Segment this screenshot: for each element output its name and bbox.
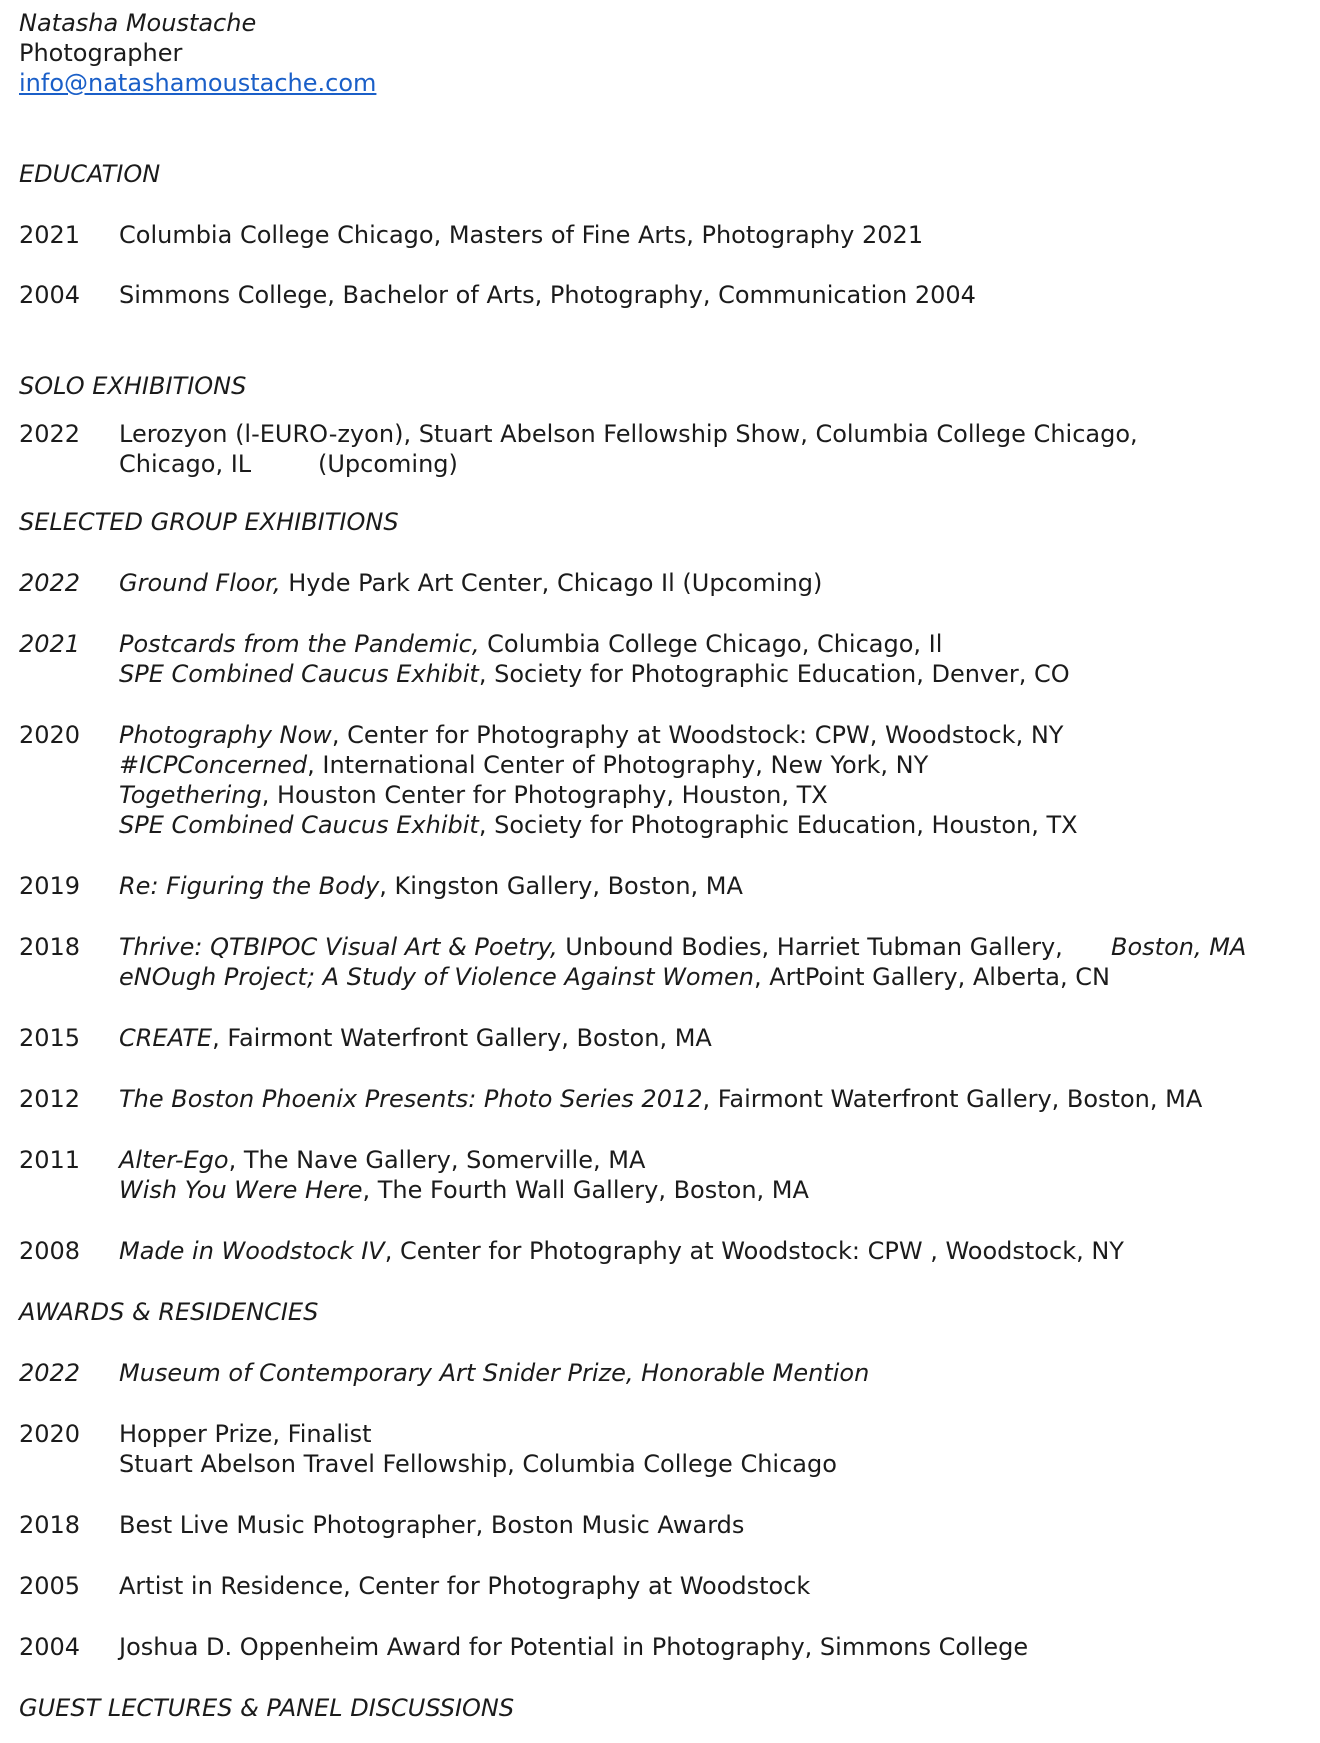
exhibition-venue: Hyde Park Art Center, Chicago Il (Upcoming)	[280, 569, 823, 597]
exhibition-venue: , Fairmont Waterfront Gallery, Boston, MA	[702, 1085, 1203, 1113]
exhibition-title: Togethering	[119, 781, 262, 809]
entry-year: 2022	[19, 420, 81, 448]
entry-year: 2008	[19, 1237, 81, 1265]
entry-year: 2019	[19, 872, 81, 900]
exhibition-title: The Boston Phoenix Presents: Photo Series 2012	[119, 1085, 703, 1113]
exhibition-venue: , The Fourth Wall Gallery, Boston, MA	[362, 1176, 809, 1204]
award-text: Joshua D. Oppenheim Award for Potential in Photography, Simmons College	[119, 1633, 1029, 1661]
solo-heading: SOLO EXHIBITIONS	[19, 372, 247, 400]
exhibition-line	[119, 1084, 1202, 1114]
award-text: Stuart Abelson Travel Fellowship, Columbia College Chicago	[119, 1450, 837, 1478]
exhibition-venue: , Kingston Gallery, Boston, MA	[379, 872, 743, 900]
exhibition-title: Photography Now	[119, 721, 332, 749]
exhibition-venue: , Center for Photography at Woodstock: CPW, Woodstock, NY	[331, 721, 1064, 749]
entry-year: 2005	[19, 1572, 81, 1600]
entry-year: 2011	[19, 1146, 81, 1174]
entry-year: 2021	[19, 630, 81, 658]
education-heading: EDUCATION	[19, 160, 161, 188]
entry-status: (Upcoming)	[318, 450, 458, 478]
entry-year: 2004	[19, 281, 81, 309]
exhibition-title: eNOugh Project; A Study of Violence Against Women	[119, 963, 754, 991]
exhibition-title: Thrive: QTBIPOC Visual Art & Poetry,	[119, 933, 558, 961]
entry-year: 2020	[19, 1420, 81, 1448]
exhibition-title: SPE Combined Caucus Exhibit	[119, 811, 479, 839]
exhibition-title: Ground Floor,	[119, 569, 281, 597]
exhibition-title: CREATE	[119, 1024, 213, 1052]
exhibition-title: Wish You Were Here	[119, 1176, 363, 1204]
exhibition-line	[119, 568, 822, 598]
exhibition-title: Alter-Ego	[119, 1146, 229, 1174]
exhibition-venue: , The Nave Gallery, Somerville, MA	[228, 1146, 646, 1174]
exhibition-line	[119, 629, 942, 659]
exhibition-line	[119, 659, 1070, 689]
entry-year: 2022	[19, 569, 81, 597]
exhibition-line	[119, 932, 1063, 962]
award-text: Artist in Residence, Center for Photography at Woodstock	[119, 1572, 811, 1600]
entry-text: Columbia College Chicago, Masters of Fine Arts, Photography 2021	[119, 221, 924, 249]
exhibition-line	[119, 1145, 645, 1175]
group-heading: SELECTED GROUP EXHIBITIONS	[19, 508, 399, 536]
exhibition-line	[119, 1023, 712, 1053]
email-link[interactable]: info@natashamoustache.com	[19, 69, 377, 97]
exhibition-title: SPE Combined Caucus Exhibit	[119, 660, 479, 688]
awards-heading: AWARDS & RESIDENCIES	[19, 1298, 319, 1326]
entry-year: 2012	[19, 1085, 81, 1113]
exhibition-venue: Columbia College Chicago, Chicago, Il	[479, 630, 943, 658]
exhibition-venue: Unbound Bodies, Harriet Tubman Gallery,	[557, 933, 1063, 961]
exhibition-location: Boston, MA	[1111, 933, 1247, 961]
entry-year: 2018	[19, 933, 81, 961]
exhibition-venue: , Society for Photographic Education, Houston, TX	[478, 811, 1078, 839]
exhibition-title: #ICPConcerned	[119, 751, 308, 779]
entry-year: 2020	[19, 721, 81, 749]
award-text: Hopper Prize, Finalist	[119, 1420, 372, 1448]
entry-text-continued: Chicago, IL	[119, 450, 252, 478]
exhibition-venue: , Center for Photography at Woodstock: CPW , Woodstock, NY	[384, 1237, 1124, 1265]
exhibition-title: Postcards from the Pandemic,	[119, 630, 480, 658]
award-text: Museum of Contemporary Art Snider Prize, Honorable Mention	[119, 1359, 870, 1387]
exhibition-line	[119, 780, 828, 810]
exhibition-venue: , Society for Photographic Education, Denver, CO	[478, 660, 1070, 688]
artist-title: Photographer	[19, 39, 183, 67]
exhibition-line	[119, 1175, 809, 1205]
entry-year: 2021	[19, 221, 81, 249]
exhibition-line	[119, 1236, 1124, 1266]
email-line	[19, 68, 376, 98]
exhibition-line	[119, 962, 1110, 992]
entry-year: 2004	[19, 1633, 81, 1661]
entry-year: 2015	[19, 1024, 81, 1052]
exhibition-venue: , International Center of Photography, New York, NY	[307, 751, 929, 779]
exhibition-title: Re: Figuring the Body	[119, 872, 380, 900]
entry-text: Lerozyon (l-EURO-zyon), Stuart Abelson Fellowship Show, Columbia College Chicago,	[119, 420, 1138, 448]
exhibition-venue: , Fairmont Waterfront Gallery, Boston, MA	[212, 1024, 712, 1052]
exhibition-line	[119, 871, 743, 901]
exhibition-line	[119, 810, 1078, 840]
exhibition-line	[119, 720, 1063, 750]
award-text: Best Live Music Photographer, Boston Music Awards	[119, 1511, 745, 1539]
lectures-heading: GUEST LECTURES & PANEL DISCUSSIONS	[19, 1694, 515, 1722]
exhibition-title: Made in Woodstock IV	[119, 1237, 385, 1265]
exhibition-line	[119, 750, 928, 780]
exhibition-venue: , ArtPoint Gallery, Alberta, CN	[753, 963, 1110, 991]
artist-name: Natasha Moustache	[19, 9, 257, 37]
exhibition-venue: , Houston Center for Photography, Houston, TX	[261, 781, 828, 809]
entry-text: Simmons College, Bachelor of Arts, Photography, Communication 2004	[119, 281, 976, 309]
entry-year: 2018	[19, 1511, 81, 1539]
entry-year: 2022	[19, 1359, 81, 1387]
